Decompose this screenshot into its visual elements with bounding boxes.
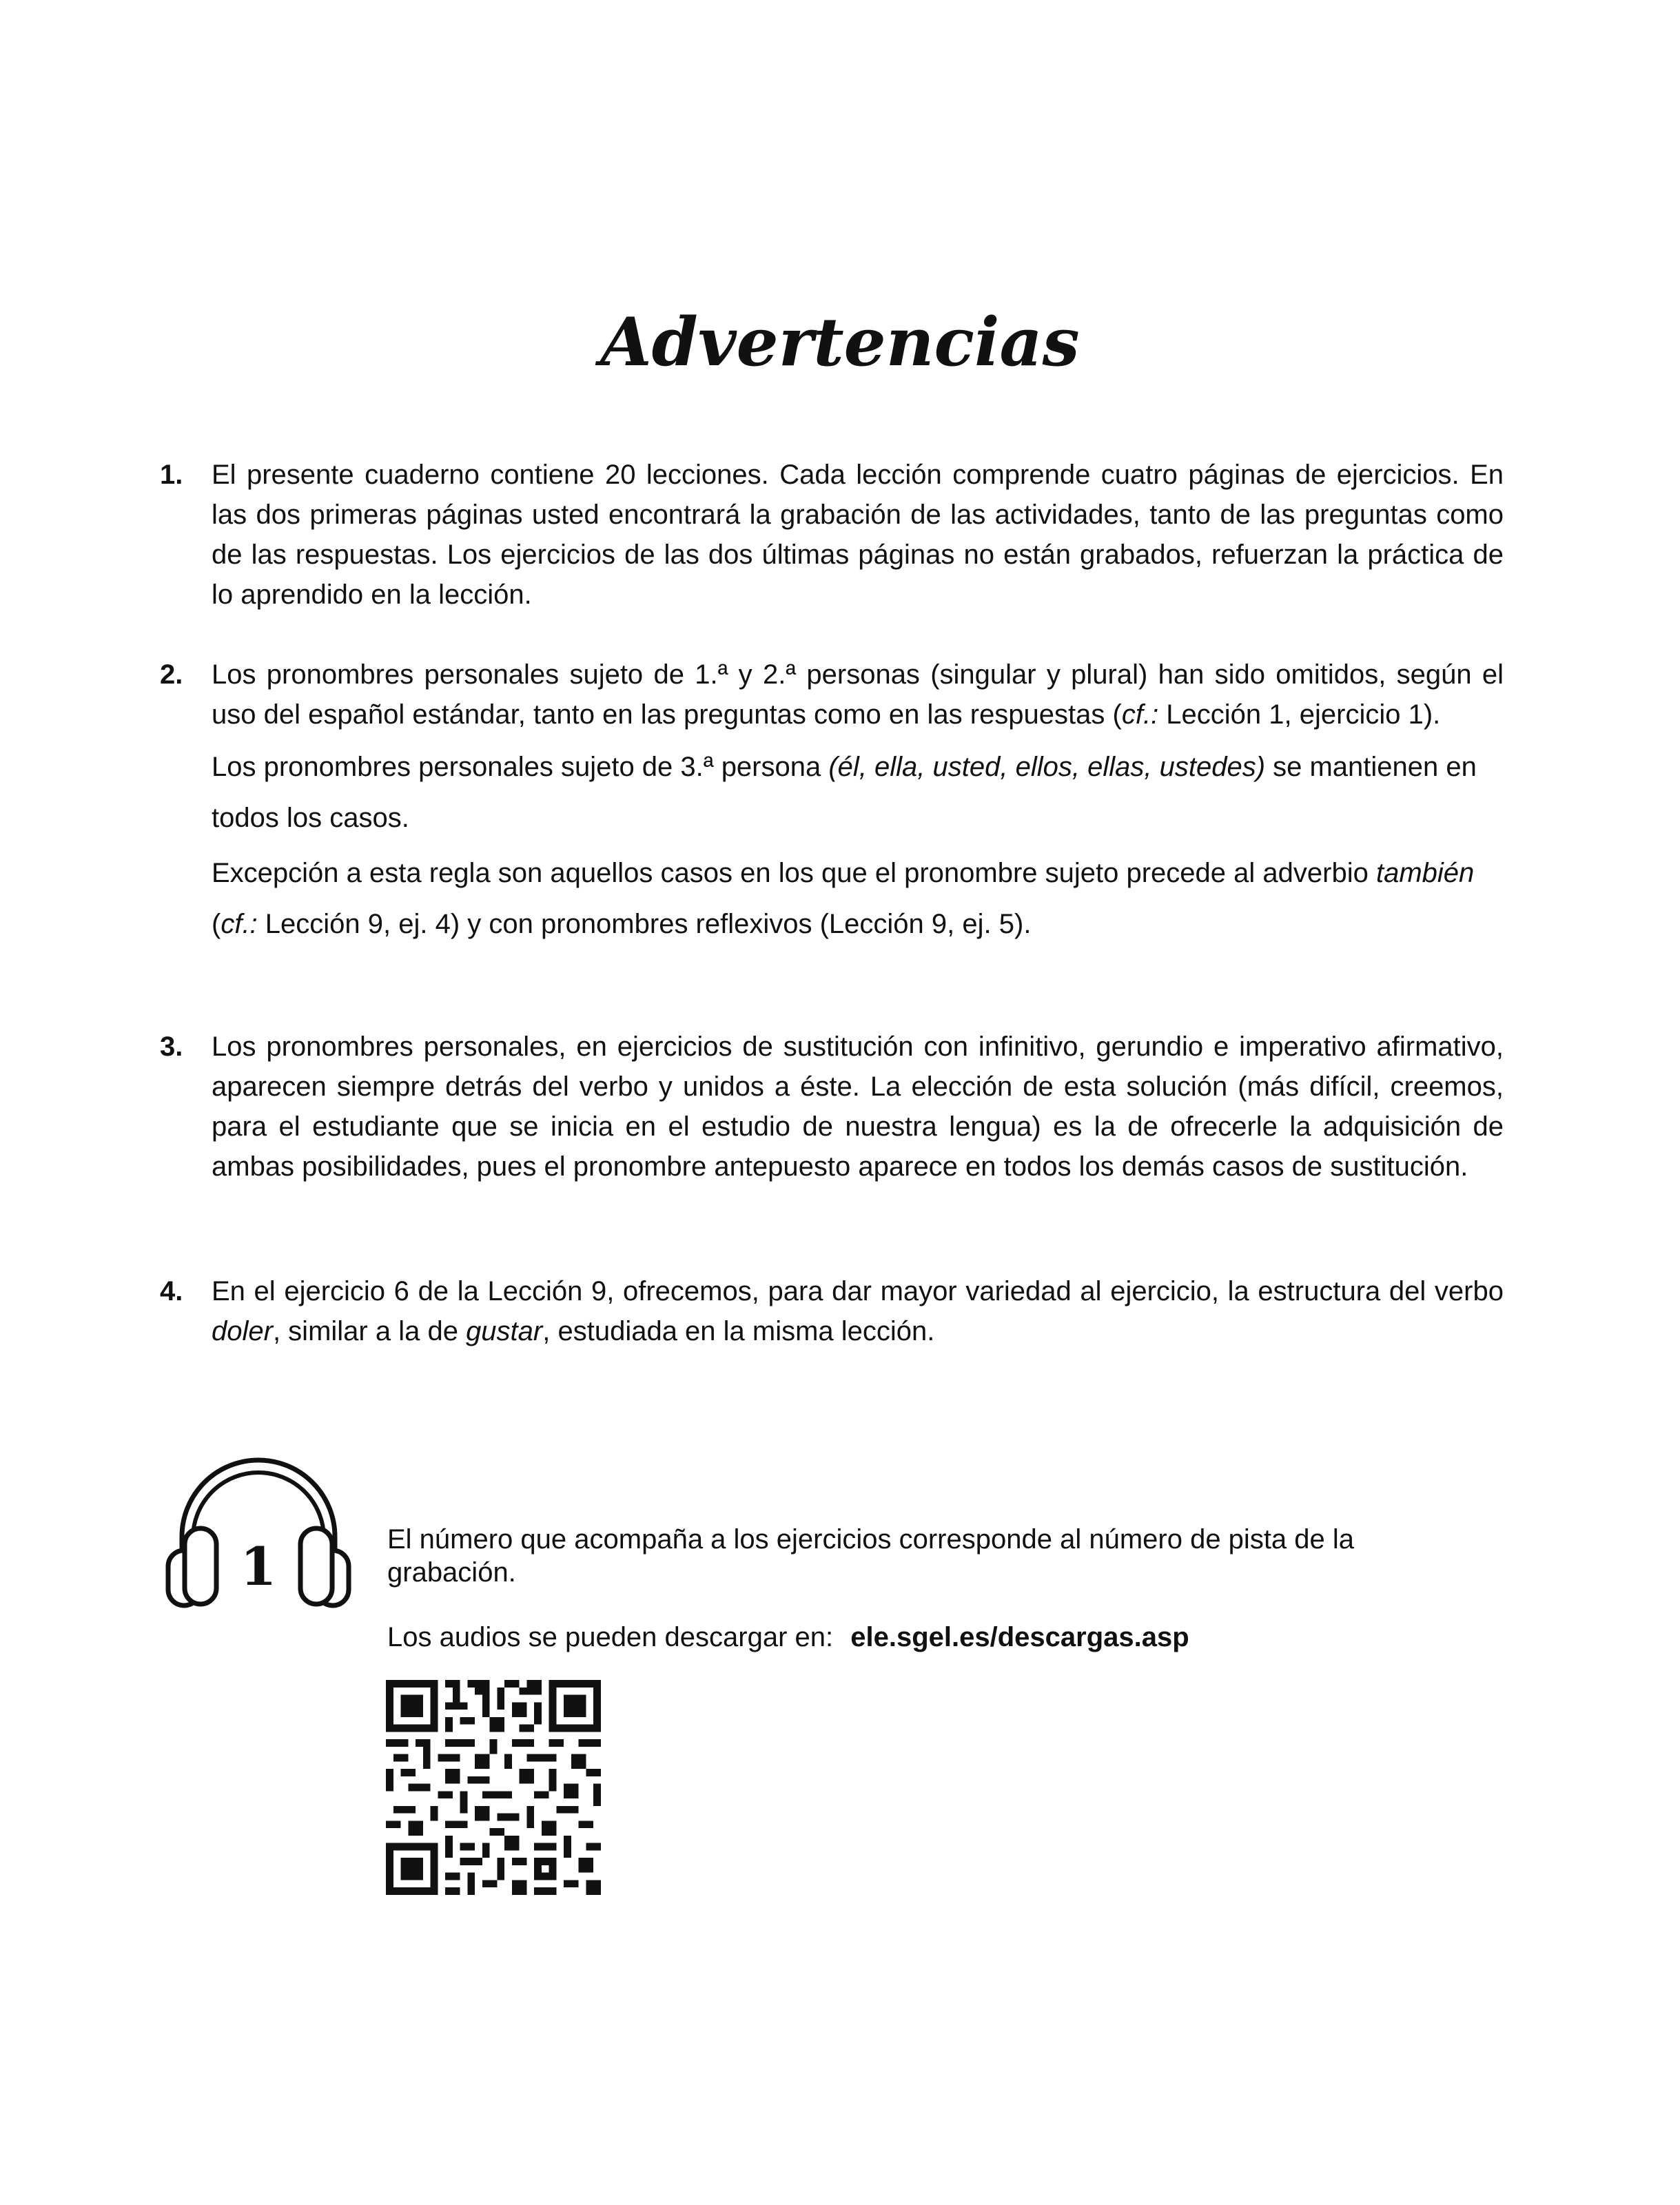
item-number: 3.	[160, 1032, 183, 1062]
qr-code[interactable]	[386, 1680, 601, 1895]
item-number: 4.	[160, 1276, 183, 1306]
download-link[interactable]: ele.sgel.es/descargas.asp	[850, 1622, 1189, 1652]
item-text: El presente cuaderno contiene 20 lecciones. Cada lección comprende cuatro páginas de ejercicios. En las dos primeras páginas usted encontrará la grabación de las actividades, tanto de las preguntas como de las respuestas. Los ejercicios de las dos últimas páginas no están grabados, refuerzan la práctica de lo aprendido en la lección.	[212, 460, 1504, 610]
track-number: 1	[240, 1536, 277, 1597]
item-text-2: Los pronombres personales sujeto de 3.ª persona (él, ella, usted, ellos, ellas, ustedes) se mantienen en todos los casos.	[212, 752, 1477, 833]
item-text: Los pronombres personales, en ejercicios de sustitución con infinitivo, gerundio e imperativo afirmativo, aparecen siempre detrás del verbo y unidos a éste. La elección de esta solución (más difícil, creemos, para el estudiante que se inicia en el estudio de nuestra lengua) es la de ofrecerle la adquisición de ambas posibilidades, pues el pronombre antepuesto aparece en todos los demás casos de sustitución.	[212, 1032, 1504, 1182]
audio-note: El número que acompaña a los ejercicios corresponde al número de pista de la grabación.	[387, 1524, 1355, 1588]
item-number: 1.	[160, 460, 183, 490]
item-text-3: Excepción a esta regla son aquellos casos en los que el pronombre sujeto precede al adverbio también (cf.: Lección 9, ej. 4) y con pronombres reflexivos (Lección 9, ej. 5).	[212, 858, 1475, 939]
page-title: Advertencias	[600, 303, 1080, 381]
list-item-3	[160, 1027, 1504, 1187]
download-label: Los audios se pueden descargar en:	[387, 1622, 834, 1652]
headphones-icon	[158, 1447, 358, 1612]
item-number: 2.	[160, 659, 183, 690]
download-line	[387, 1621, 1189, 1654]
item-text: En el ejercicio 6 de la Lección 9, ofrecemos, para dar mayor variedad al ejercicio, la estructura del verbo doler, similar a la de gustar, estudiada en la misma lección.	[212, 1276, 1504, 1346]
list-item-2	[160, 655, 1504, 950]
list-item-1	[160, 455, 1504, 615]
list-item-4	[160, 1271, 1504, 1351]
item-text: Los pronombres personales sujeto de 1.ª y 2.ª personas (singular y plural) han sido omitidos, según el uso del español estándar, tanto en las preguntas como en las respuestas (cf.: Lección 1, ejercicio 1).	[212, 659, 1504, 730]
